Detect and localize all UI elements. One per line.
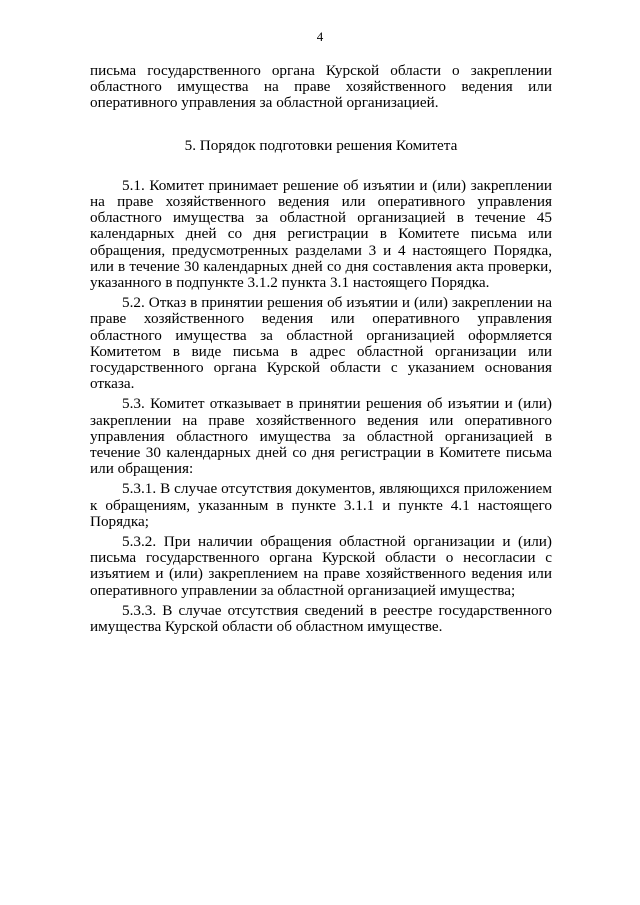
paragraph-5-3-2: 5.3.2. При наличии обращения областной организации и (или) письма государственного органа Курской области о несогласии с изъятием и (или) закреплением на праве хозяйственного ведения или оперативного управлении за областной организацией имущества; [90, 533, 552, 599]
page-number: 4 [316, 29, 324, 44]
paragraph-5-3-3: 5.3.3. В случае отсутствия сведений в реестре государственного имущества Курской области об областном имуществе. [90, 601, 552, 636]
document-body [90, 63, 552, 635]
paragraph-5-1: 5.1. Комитет принимает решение об изъятии и (или) закреплении на праве хозяйственного ведения или оперативного управления областного имущества за областной организацией в течение 45 календарных дней со дня регистрации в Комитете письма или обращения, предусмотренных разделами 3 и 4 настоящего Порядка, или в течение 30 календарных дней со дня составления акта проверки, указанного в подпункте 3.1.2 пункта 3.1 настоящего Порядка. [90, 176, 552, 292]
intro-paragraph: письма государственного органа Курской области о закреплении областного имущества на праве хозяйственного ведения или оперативного управления за областной организацией. [90, 62, 552, 112]
paragraph-5-3-1: 5.3.1. В случае отсутствия документов, являющихся приложением к обращениям, указанным в пункте 3.1.1 и пункте 4.1 настоящего Порядка; [90, 480, 552, 530]
paragraph-5-2: 5.2. Отказ в принятии решения об изъятии и (или) закреплении на праве хозяйственного ведения или оперативного управления областного имущества за областной организацией оформляется Комитетом в виде письма в адрес областной организации или государственного органа Курской области с указанием основания отказа. [90, 294, 552, 393]
section-title: 5. Порядок подготовки решения Комитета [184, 136, 458, 154]
paragraph-5-3: 5.3. Комитет отказывает в принятии решения об изъятии и (или) закреплении на праве хозяйственного ведения или оперативного управления областного имущества за областной организацией в течение 30 календарных дней со дня регистрации в Комитете письма или обращения: [90, 395, 552, 478]
